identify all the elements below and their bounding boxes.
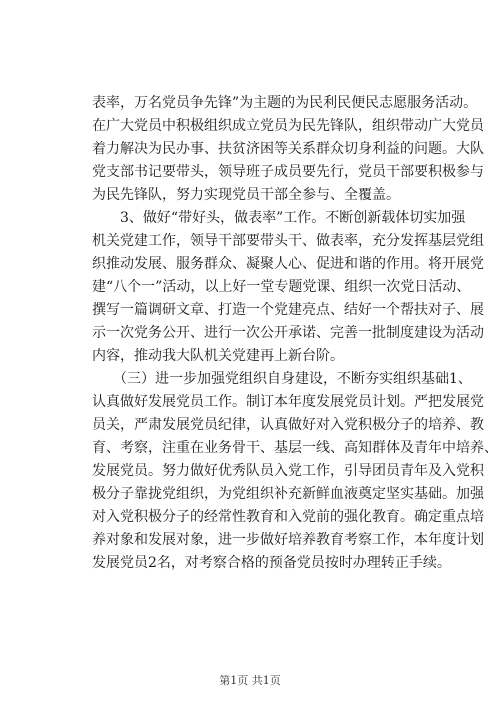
text-line: 员关，严肃发展党员纪律，认真做好对入党积极分子的培养、教 [92, 417, 484, 433]
text-line: 对入党积极分子的经常性教育和入党前的强化教育。确定重点培 [92, 509, 484, 525]
text-line: 极分子靠拢党组织，为党组织补充新鲜血液奠定坚实基础。加强 [92, 486, 484, 502]
text-line: 撰写一篇调研文章、打造一个党建亮点、结好一个帮扶对子、展 [92, 302, 484, 318]
text-line: 机关党建工作，领导干部要带头干、做表率，充分发挥基层党组 [92, 233, 484, 249]
text-line: 内容，推动我大队机关党建再上新台阶。 [92, 348, 344, 364]
text-line: 建“八个一”活动，以上好一堂专题党课、组织一次党日活动、 [92, 279, 471, 295]
text-line: 发展党员。努力做好优秀队员入党工作，引导团员青年及入党积 [92, 463, 484, 479]
text-line: （三）进一步加强党组织自身建设，不断夯实组织基础1、 [92, 371, 472, 387]
text-line: 发展党员2名，对考察合格的预备党员按时办理转正手续。 [92, 555, 451, 571]
text-line: 表率，万名党员争先锋”为主题的为民利民便民志愿服务活动。 [92, 95, 478, 111]
text-line: 3、做好“带好头，做表率”工作。不断创新载体切实加强 [92, 210, 466, 226]
text-line: 党支部书记要带头，领导班子成员要先行，党员干部要积极参与 [92, 164, 484, 180]
page-footer: 第1页 共1页 [219, 674, 281, 687]
text-line: 在广大党员中积极组织成立党员为民先锋队，组织带动广大党员 [92, 118, 484, 134]
text-line: 育、考察，注重在业务骨干、基层一线、高知群体及青年中培养、 [92, 440, 498, 456]
text-line: 着力解决为民办事、扶贫济困等关系群众切身利益的问题。大队 [92, 141, 484, 157]
text-line: 养对象和发展对象，进一步做好培养教育考察工作，本年度计划 [92, 532, 484, 548]
text-line: 认真做好发展党员工作。制订本年度发展党员计划。严把发展党 [92, 394, 484, 410]
text-line: 示一次党务公开、进行一次公开承诺、完善一批制度建设为活动 [92, 325, 484, 341]
text-line: 织推动发展、服务群众、凝聚人心、促进和谐的作用。将开展党 [92, 256, 484, 272]
document-body [92, 92, 498, 575]
text-line: 为民先锋队，努力实现党员干部全参与、全覆盖。 [92, 187, 400, 203]
